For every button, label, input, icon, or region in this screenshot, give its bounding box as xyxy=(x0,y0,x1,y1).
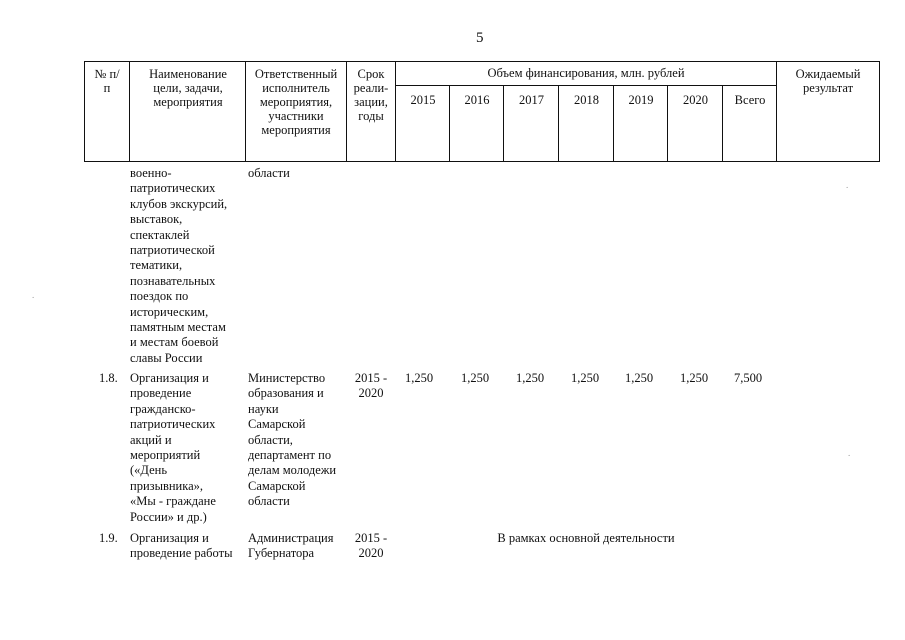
header-year-2019: 2019 xyxy=(628,93,654,107)
header-year-2016: 2016 xyxy=(464,93,490,107)
value-2019: 1,250 xyxy=(625,371,654,385)
text-line: 2020 xyxy=(358,386,384,401)
text-line: Министерство xyxy=(248,371,326,385)
text-line: проведение xyxy=(130,386,192,401)
header-col-no: № п/п xyxy=(94,67,120,95)
table-header xyxy=(84,61,880,162)
row-1-9-number: 1.9. xyxy=(99,531,118,545)
header-year-2020: 2020 xyxy=(683,93,708,107)
text-line: военно- xyxy=(130,166,172,180)
row-1-9-name xyxy=(130,531,248,562)
row-1-9-term xyxy=(348,531,394,562)
header-year-2017: 2017 xyxy=(519,93,544,107)
text-line: делам молодежи xyxy=(248,463,337,478)
text-line: 2015 - xyxy=(354,371,388,385)
value-2016: 1,250 xyxy=(461,371,490,385)
text-line: проведение работы xyxy=(130,546,233,561)
page-number: 5 xyxy=(476,30,484,46)
row-1-9-exec xyxy=(248,531,348,562)
text-line: тематики, xyxy=(130,258,183,273)
text-line: призывника», xyxy=(130,478,204,493)
text-line: области xyxy=(248,494,290,509)
text-line: Администрация xyxy=(248,531,334,545)
text-line: историческим, xyxy=(130,304,209,319)
value-2018: 1,250 xyxy=(571,371,600,385)
text-line: 2015 - xyxy=(354,531,388,545)
header-col-result: Ожидаемый результат xyxy=(795,67,861,95)
text-line: спектаклей xyxy=(130,227,190,242)
row-cont-exec xyxy=(248,166,348,181)
value-2015: 1,250 xyxy=(405,371,434,385)
text-line: департамент по xyxy=(248,448,332,463)
value-2020: 1,250 xyxy=(680,371,709,385)
text-line: «Мы - граждане xyxy=(130,494,216,509)
text-line: поездок по xyxy=(130,289,189,304)
text-line: акций и xyxy=(130,432,172,447)
text-line: («День xyxy=(130,463,168,478)
text-line: и местам боевой xyxy=(130,335,219,350)
header-col-term: Срок реали-зации, годы xyxy=(353,67,389,123)
header-col-fin: Объем финансирования, млн. рублей xyxy=(487,66,685,80)
text-line: славы России xyxy=(130,350,203,365)
row-1-8-number: 1.8. xyxy=(99,371,118,385)
text-line: Самарской xyxy=(248,417,306,432)
text-line: Организация и xyxy=(130,531,209,545)
text-line: патриотической xyxy=(130,243,215,258)
text-line: области xyxy=(248,166,290,180)
row-1-8-name xyxy=(130,371,242,525)
row-1-9-note: В рамках основной деятельности xyxy=(497,531,675,545)
row-1-8-exec xyxy=(248,371,348,510)
text-line: мероприятий xyxy=(130,448,201,463)
text-line: науки xyxy=(248,401,279,416)
text-line: патриотических xyxy=(130,417,216,432)
text-line: России» и др.) xyxy=(130,509,207,524)
text-line: памятным местам xyxy=(130,320,226,335)
header-col-name: Наименование цели, задачи, мероприятия xyxy=(149,67,227,109)
text-line: гражданско- xyxy=(130,401,196,416)
value-total: 7,500 xyxy=(734,371,763,385)
value-2017: 1,250 xyxy=(516,371,545,385)
scan-speck: . xyxy=(848,448,851,458)
text-line: 2020 xyxy=(358,546,384,561)
text-line: Организация и xyxy=(130,371,209,385)
text-line: Самарской xyxy=(248,478,306,493)
header-year-2015: 2015 xyxy=(410,93,436,107)
scan-speck: . xyxy=(32,290,35,300)
text-line: выставок, xyxy=(130,212,183,227)
header-total: Всего xyxy=(734,93,766,107)
row-cont-name xyxy=(130,166,242,366)
header-year-2018: 2018 xyxy=(574,93,599,107)
text-line: познавательных xyxy=(130,273,216,288)
header-col-exec: Ответственный исполнитель мероприятия, участники мероприятия xyxy=(254,67,338,137)
text-line: патриотических xyxy=(130,181,216,196)
text-line: образования и xyxy=(248,386,324,401)
row-1-8-term xyxy=(348,371,394,402)
scan-speck: . xyxy=(846,180,849,190)
text-line: клубов экскурсий, xyxy=(130,196,228,211)
text-line: области, xyxy=(248,432,293,447)
text-line: Губернатора xyxy=(248,546,315,561)
